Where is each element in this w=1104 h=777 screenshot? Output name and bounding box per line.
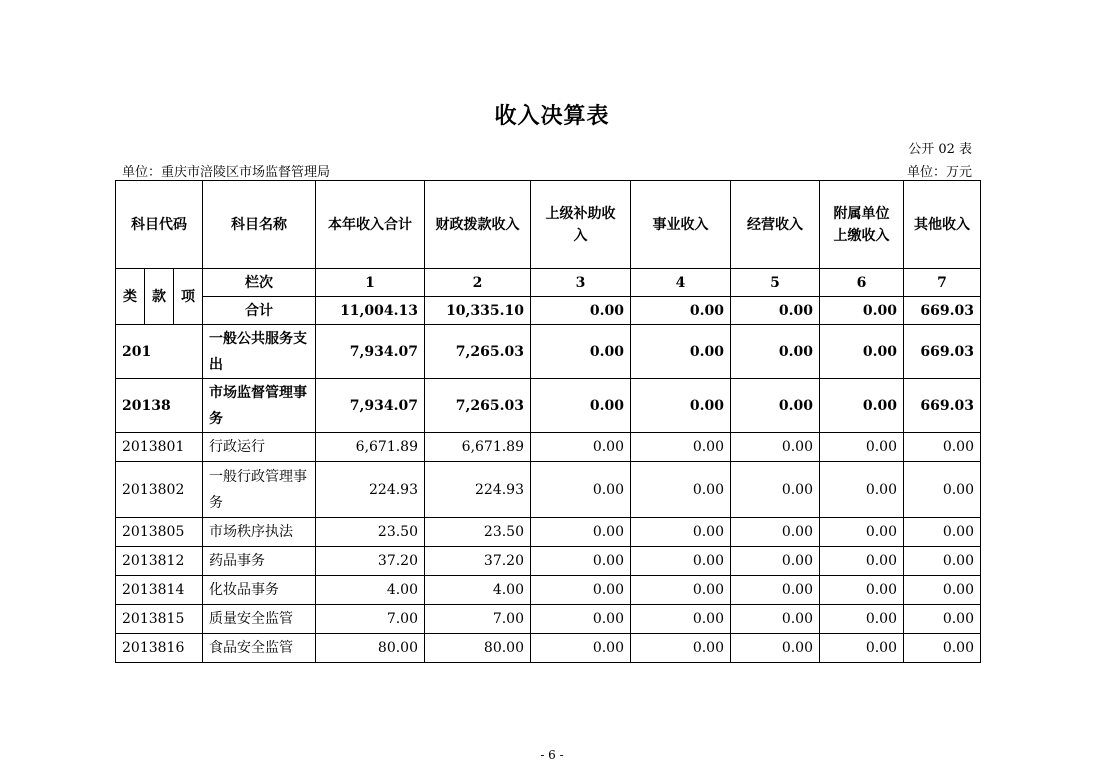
row-value: 0.00 bbox=[731, 547, 820, 576]
row-value: 0.00 bbox=[531, 634, 631, 663]
header-code: 科目代码 bbox=[116, 181, 203, 269]
row-value: 6,671.89 bbox=[316, 433, 425, 462]
row-code: 2013815 bbox=[116, 605, 203, 634]
header-col-4: 事业收入 bbox=[631, 181, 731, 269]
row-value: 0.00 bbox=[904, 634, 981, 663]
row-value: 4.00 bbox=[316, 576, 425, 605]
lanci-num: 5 bbox=[731, 269, 820, 297]
row-value: 0.00 bbox=[631, 325, 731, 379]
total-value: 0.00 bbox=[820, 297, 904, 325]
header-col-7: 其他收入 bbox=[904, 181, 981, 269]
row-value: 7.00 bbox=[425, 605, 531, 634]
row-value: 0.00 bbox=[631, 379, 731, 433]
row-value: 80.00 bbox=[425, 634, 531, 663]
unit-currency: 单位：万元 bbox=[906, 165, 972, 180]
row-value: 0.00 bbox=[731, 518, 820, 547]
table-row bbox=[116, 518, 981, 547]
row-value: 7,265.03 bbox=[425, 379, 531, 433]
row-value: 0.00 bbox=[731, 325, 820, 379]
lanci-num: 3 bbox=[531, 269, 631, 297]
lanci-num: 4 bbox=[631, 269, 731, 297]
row-value: 0.00 bbox=[820, 433, 904, 462]
row-code: 2013802 bbox=[116, 462, 203, 518]
row-value: 37.20 bbox=[425, 547, 531, 576]
total-label: 合计 bbox=[203, 297, 316, 325]
row-value: 669.03 bbox=[904, 379, 981, 433]
lanci-num: 6 bbox=[820, 269, 904, 297]
row-value: 0.00 bbox=[731, 462, 820, 518]
header-kuan: 款 bbox=[145, 269, 174, 325]
row-value: 669.03 bbox=[904, 325, 981, 379]
table-row bbox=[116, 462, 981, 518]
row-value: 0.00 bbox=[631, 576, 731, 605]
row-value: 80.00 bbox=[316, 634, 425, 663]
table-row bbox=[116, 433, 981, 462]
income-table bbox=[115, 180, 981, 663]
header-col-5: 经营收入 bbox=[731, 181, 820, 269]
row-code: 2013801 bbox=[116, 433, 203, 462]
row-value: 0.00 bbox=[631, 462, 731, 518]
row-value: 0.00 bbox=[531, 325, 631, 379]
row-value: 0.00 bbox=[531, 379, 631, 433]
row-value: 0.00 bbox=[820, 547, 904, 576]
header-col-2: 财政拨款收入 bbox=[425, 181, 531, 269]
row-value: 0.00 bbox=[731, 605, 820, 634]
row-value: 7,934.07 bbox=[316, 379, 425, 433]
row-name: 食品安全监管 bbox=[203, 634, 316, 663]
row-value: 37.20 bbox=[316, 547, 425, 576]
row-value: 0.00 bbox=[531, 433, 631, 462]
row-value: 0.00 bbox=[904, 462, 981, 518]
row-value: 224.93 bbox=[316, 462, 425, 518]
row-value: 0.00 bbox=[904, 547, 981, 576]
row-value: 0.00 bbox=[820, 325, 904, 379]
row-value: 0.00 bbox=[531, 576, 631, 605]
row-value: 0.00 bbox=[731, 576, 820, 605]
total-value: 10,335.10 bbox=[425, 297, 531, 325]
table-row bbox=[116, 605, 981, 634]
row-code: 2013805 bbox=[116, 518, 203, 547]
row-value: 224.93 bbox=[425, 462, 531, 518]
row-value: 6,671.89 bbox=[425, 433, 531, 462]
lanci-label: 栏次 bbox=[203, 269, 316, 297]
lanci-row bbox=[116, 269, 981, 297]
row-value: 0.00 bbox=[531, 518, 631, 547]
row-value: 0.00 bbox=[820, 576, 904, 605]
row-value: 0.00 bbox=[631, 433, 731, 462]
table-row bbox=[116, 634, 981, 663]
row-value: 0.00 bbox=[631, 605, 731, 634]
row-value: 0.00 bbox=[820, 605, 904, 634]
header-name: 科目名称 bbox=[203, 181, 316, 269]
row-value: 4.00 bbox=[425, 576, 531, 605]
row-value: 0.00 bbox=[820, 634, 904, 663]
form-number: 公开 02 表 bbox=[908, 142, 972, 157]
row-code: 201 bbox=[116, 325, 203, 379]
page-title: 收入决算表 bbox=[494, 103, 610, 129]
page-number: - 6 - bbox=[540, 748, 564, 762]
header-row bbox=[116, 181, 981, 269]
lanci-num: 2 bbox=[425, 269, 531, 297]
row-name: 市场监督管理事务 bbox=[203, 379, 316, 433]
row-name: 市场秩序执法 bbox=[203, 518, 316, 547]
total-value: 669.03 bbox=[904, 297, 981, 325]
row-value: 7.00 bbox=[316, 605, 425, 634]
row-code: 2013814 bbox=[116, 576, 203, 605]
row-value: 7,934.07 bbox=[316, 325, 425, 379]
row-code: 2013816 bbox=[116, 634, 203, 663]
row-name: 一般行政管理事务 bbox=[203, 462, 316, 518]
row-name: 一般公共服务支出 bbox=[203, 325, 316, 379]
total-value: 0.00 bbox=[631, 297, 731, 325]
row-name: 质量安全监管 bbox=[203, 605, 316, 634]
total-row bbox=[116, 297, 981, 325]
unit-organization: 单位：重庆市涪陵区市场监督管理局 bbox=[122, 165, 331, 180]
row-name: 药品事务 bbox=[203, 547, 316, 576]
row-value: 0.00 bbox=[904, 518, 981, 547]
row-value: 0.00 bbox=[820, 518, 904, 547]
row-value: 0.00 bbox=[531, 605, 631, 634]
row-code: 2013812 bbox=[116, 547, 203, 576]
row-value: 0.00 bbox=[820, 462, 904, 518]
table-row bbox=[116, 379, 981, 433]
row-value: 23.50 bbox=[425, 518, 531, 547]
row-code: 20138 bbox=[116, 379, 203, 433]
header-lei: 类 bbox=[116, 269, 145, 325]
total-value: 11,004.13 bbox=[316, 297, 425, 325]
total-value: 0.00 bbox=[531, 297, 631, 325]
row-value: 0.00 bbox=[531, 547, 631, 576]
row-value: 23.50 bbox=[316, 518, 425, 547]
header-col-6: 附属单位上缴收入 bbox=[820, 181, 904, 269]
row-value: 0.00 bbox=[731, 379, 820, 433]
table-row bbox=[116, 325, 981, 379]
row-value: 0.00 bbox=[531, 462, 631, 518]
row-name: 行政运行 bbox=[203, 433, 316, 462]
row-value: 7,265.03 bbox=[425, 325, 531, 379]
row-value: 0.00 bbox=[820, 379, 904, 433]
table-row bbox=[116, 547, 981, 576]
row-value: 0.00 bbox=[631, 518, 731, 547]
total-value: 0.00 bbox=[731, 297, 820, 325]
row-value: 0.00 bbox=[731, 634, 820, 663]
lanci-num: 7 bbox=[904, 269, 981, 297]
row-name: 化妆品事务 bbox=[203, 576, 316, 605]
row-value: 0.00 bbox=[904, 605, 981, 634]
row-value: 0.00 bbox=[731, 433, 820, 462]
row-value: 0.00 bbox=[631, 634, 731, 663]
row-value: 0.00 bbox=[631, 547, 731, 576]
lanci-num: 1 bbox=[316, 269, 425, 297]
table-row bbox=[116, 576, 981, 605]
header-xiang: 项 bbox=[174, 269, 203, 325]
header-col-1: 本年收入合计 bbox=[316, 181, 425, 269]
row-value: 0.00 bbox=[904, 433, 981, 462]
row-value: 0.00 bbox=[904, 576, 981, 605]
header-col-3: 上级补助收入 bbox=[531, 181, 631, 269]
